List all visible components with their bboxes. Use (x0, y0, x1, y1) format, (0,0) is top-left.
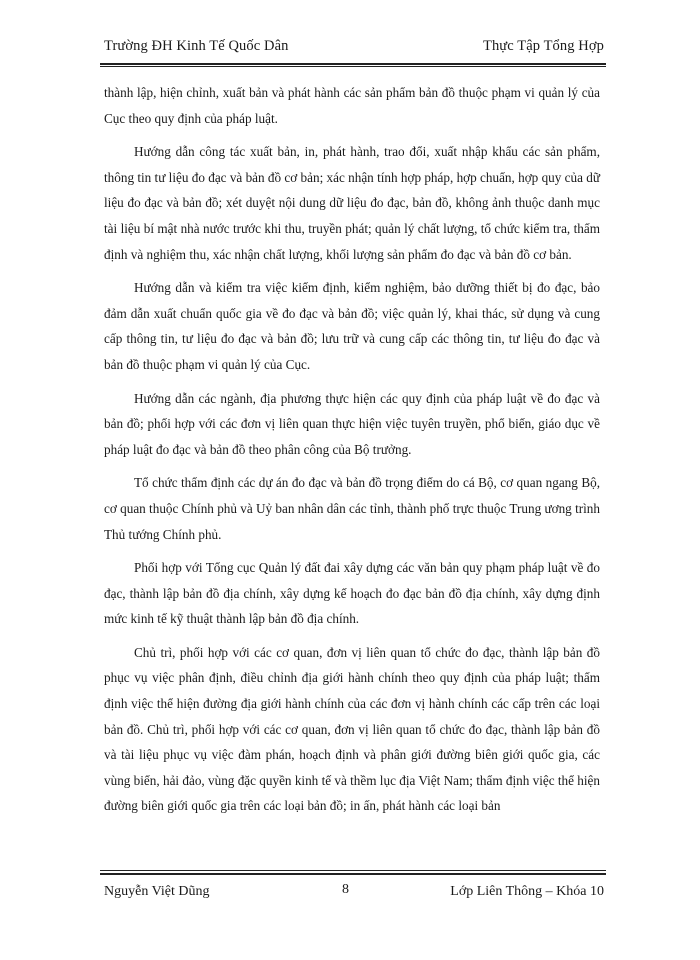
footer-rule-thin (100, 870, 606, 871)
page-body (104, 80, 600, 827)
paragraph: Tổ chức thẩm định các dự án đo đạc và bản đồ trọng điểm do cá Bộ, cơ quan ngang Bộ, cơ quan thuộc Chính phủ và Uỷ ban nhân dân các tỉnh, thành phố trực thuộc Trung ương trình Thủ tướng Chính phủ. (104, 475, 600, 542)
header-report-title: Thực Tập Tổng Hợp (483, 38, 604, 54)
page-header (104, 38, 604, 55)
header-rule-thin (100, 66, 606, 67)
paragraph: Chủ trì, phối hợp với các cơ quan, đơn vị liên quan tổ chức đo đạc, thành lập bản đồ phục vụ việc phân định, điều chỉnh địa giới hành chính theo quy định của pháp luật; thẩm định việc thể hiện đường địa giới hành chính của các đơn vị hành chính các cấp trên các loại bản đồ. Chủ trì, phối hợp với các cơ quan, đơn vị liên quan tổ chức đo đạc, thành lập bản đồ và tài liệu phục vụ việc đàm phán, hoạch định và phân giới đường biên giới quốc gia, các vùng biển, hải đảo, vùng đặc quyền kinh tế và thềm lục địa Việt Nam; thẩm định việc thể hiện đường biên giới quốc gia trên các loại bản đồ; in ấn, phát hành các loại bản (104, 644, 600, 814)
page-footer (104, 884, 604, 904)
footer-author: Nguyễn Việt Dũng (104, 884, 210, 899)
footer-class: Lớp Liên Thông – Khóa 10 (450, 884, 604, 899)
paragraph: Hướng dẫn công tác xuất bản, in, phát hành, trao đổi, xuất nhập khẩu các sản phẩm, thông tin tư liệu đo đạc và bản đồ cơ bản; xác nhận tính hợp pháp, hợp chuẩn, hợp quy của dữ liệu đo đạc và bản đồ; xét duyệt nội dung dữ liệu đo đạc, bản đồ, không ảnh thuộc danh mục tài liệu bí mật nhà nước trước khi thu, truyền phát; quản lý chất lượng, tổ chức kiểm tra, thẩm định và nghiệm thu, xác nhận chất lượng, khối lượng sản phẩm đo đạc và bản đồ cơ bản. (104, 144, 600, 262)
paragraph: Phối hợp với Tổng cục Quản lý đất đai xây dựng các văn bản quy phạm pháp luật về đo đạc, thành lập bản đồ địa chính, xây dựng kế hoạch đo đạc bản đồ địa chính, xây dựng định mức kinh tế kỹ thuật thành lập bản đồ địa chính. (104, 560, 600, 627)
paragraph-continuation: thành lập, hiện chỉnh, xuất bản và phát hành các sản phẩm bản đồ thuộc phạm vi quản lý của Cục theo quy định của pháp luật. (104, 85, 600, 126)
header-school-name: Trường ĐH Kinh Tế Quốc Dân (104, 38, 289, 54)
page-number: 8 (342, 882, 349, 897)
header-rule (100, 63, 606, 65)
paragraph: Hướng dẫn và kiểm tra việc kiểm định, kiểm nghiệm, bảo dưỡng thiết bị đo đạc, bảo đảm dẫn xuất chuẩn quốc gia về đo đạc và bản đồ; việc quản lý, khai thác, sử dụng và cung cấp thông tin, tư liệu đo đạc và bản đồ; lưu trữ và cung cấp các thông tin, tư liệu đo đạc và bản đồ thuộc phạm vi quản lý của Cục. (104, 280, 600, 372)
paragraph: Hướng dẫn các ngành, địa phương thực hiện các quy định của pháp luật về đo đạc và bản đồ; phối hợp với các đơn vị liên quan thực hiện việc tuyên truyền, phổ biến, giáo dục về pháp luật đo đạc và bản đồ theo phân công của Bộ trưởng. (104, 390, 600, 457)
footer-rule (100, 873, 606, 875)
